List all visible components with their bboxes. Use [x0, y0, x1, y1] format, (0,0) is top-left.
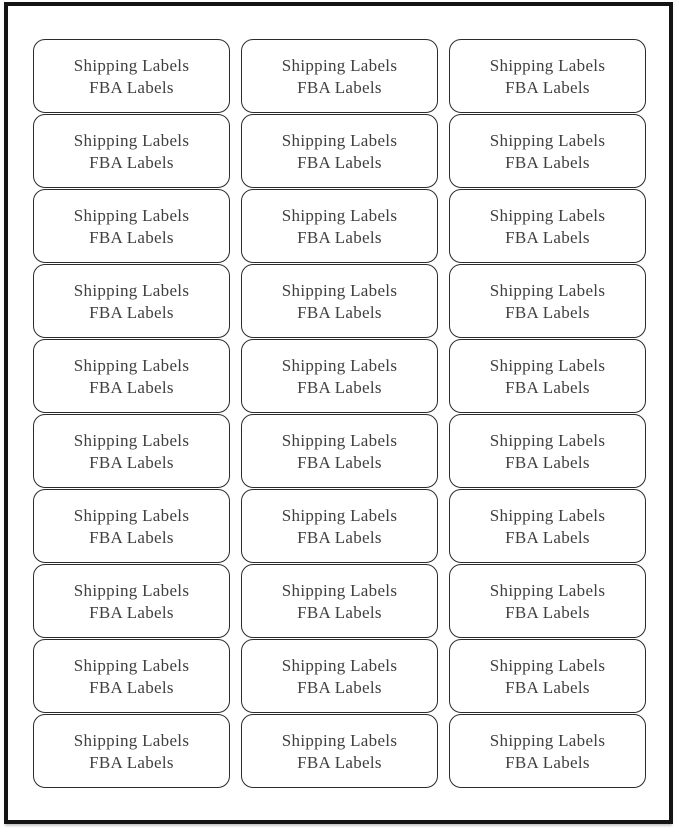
label-line2: FBA Labels [89, 303, 174, 322]
shipping-label [449, 714, 646, 788]
shipping-label [33, 564, 230, 638]
label-line2: FBA Labels [89, 378, 174, 397]
label-line2: FBA Labels [297, 528, 382, 547]
shipping-label [449, 639, 646, 713]
label-line1: Shipping Labels [489, 56, 606, 75]
label-line1: Shipping Labels [73, 656, 190, 675]
label-line1: Shipping Labels [281, 506, 398, 525]
label-line2: FBA Labels [505, 378, 590, 397]
label-line1: Shipping Labels [281, 131, 398, 150]
shipping-label [33, 414, 230, 488]
label-line2: FBA Labels [505, 753, 590, 772]
label-line2: FBA Labels [89, 603, 174, 622]
shipping-label [241, 264, 438, 338]
label-line2: FBA Labels [297, 753, 382, 772]
shipping-label [33, 489, 230, 563]
label-line1: Shipping Labels [489, 581, 606, 600]
label-line2: FBA Labels [297, 678, 382, 697]
label-line1: Shipping Labels [281, 56, 398, 75]
shipping-label [241, 639, 438, 713]
label-line1: Shipping Labels [73, 581, 190, 600]
shipping-label [33, 264, 230, 338]
shipping-label [449, 189, 646, 263]
label-line1: Shipping Labels [281, 581, 398, 600]
shipping-label [449, 339, 646, 413]
shipping-label [241, 564, 438, 638]
label-line1: Shipping Labels [281, 356, 398, 375]
label-line2: FBA Labels [89, 453, 174, 472]
label-line1: Shipping Labels [281, 281, 398, 300]
shipping-label [449, 114, 646, 188]
label-line2: FBA Labels [297, 303, 382, 322]
label-line2: FBA Labels [297, 603, 382, 622]
label-line2: FBA Labels [297, 453, 382, 472]
label-line1: Shipping Labels [489, 131, 606, 150]
shipping-label [449, 264, 646, 338]
label-line1: Shipping Labels [73, 356, 190, 375]
label-sheet [4, 2, 673, 824]
shipping-label [449, 39, 646, 113]
shipping-label [33, 189, 230, 263]
label-line1: Shipping Labels [73, 731, 190, 750]
shipping-label [241, 339, 438, 413]
shipping-label [449, 489, 646, 563]
label-line2: FBA Labels [505, 528, 590, 547]
label-line1: Shipping Labels [489, 431, 606, 450]
shipping-label [241, 39, 438, 113]
label-line1: Shipping Labels [489, 206, 606, 225]
label-line2: FBA Labels [505, 303, 590, 322]
label-grid [33, 39, 646, 788]
label-line1: Shipping Labels [281, 731, 398, 750]
label-line1: Shipping Labels [73, 206, 190, 225]
label-line2: FBA Labels [89, 753, 174, 772]
label-line1: Shipping Labels [73, 431, 190, 450]
label-line1: Shipping Labels [281, 206, 398, 225]
shipping-label [33, 39, 230, 113]
label-line2: FBA Labels [297, 228, 382, 247]
label-line2: FBA Labels [505, 228, 590, 247]
label-line1: Shipping Labels [489, 356, 606, 375]
shipping-label [241, 414, 438, 488]
label-line2: FBA Labels [89, 678, 174, 697]
label-line2: FBA Labels [89, 78, 174, 97]
shipping-label [449, 414, 646, 488]
label-line2: FBA Labels [505, 153, 590, 172]
label-line2: FBA Labels [505, 678, 590, 697]
label-line2: FBA Labels [89, 228, 174, 247]
label-line1: Shipping Labels [73, 131, 190, 150]
label-line2: FBA Labels [297, 153, 382, 172]
label-line1: Shipping Labels [73, 281, 190, 300]
label-line2: FBA Labels [89, 153, 174, 172]
label-line1: Shipping Labels [489, 656, 606, 675]
label-line1: Shipping Labels [489, 731, 606, 750]
label-line1: Shipping Labels [73, 506, 190, 525]
label-line2: FBA Labels [505, 78, 590, 97]
label-line2: FBA Labels [297, 378, 382, 397]
label-line2: FBA Labels [505, 453, 590, 472]
shipping-label [241, 114, 438, 188]
label-line1: Shipping Labels [489, 506, 606, 525]
label-line1: Shipping Labels [281, 656, 398, 675]
label-line2: FBA Labels [297, 78, 382, 97]
shipping-label [241, 489, 438, 563]
shipping-label [33, 114, 230, 188]
label-line1: Shipping Labels [73, 56, 190, 75]
shipping-label [33, 714, 230, 788]
label-line1: Shipping Labels [281, 431, 398, 450]
label-line1: Shipping Labels [489, 281, 606, 300]
shipping-label [449, 564, 646, 638]
shipping-label [33, 639, 230, 713]
shipping-label [241, 189, 438, 263]
label-line2: FBA Labels [89, 528, 174, 547]
label-line2: FBA Labels [505, 603, 590, 622]
shipping-label [241, 714, 438, 788]
shipping-label [33, 339, 230, 413]
